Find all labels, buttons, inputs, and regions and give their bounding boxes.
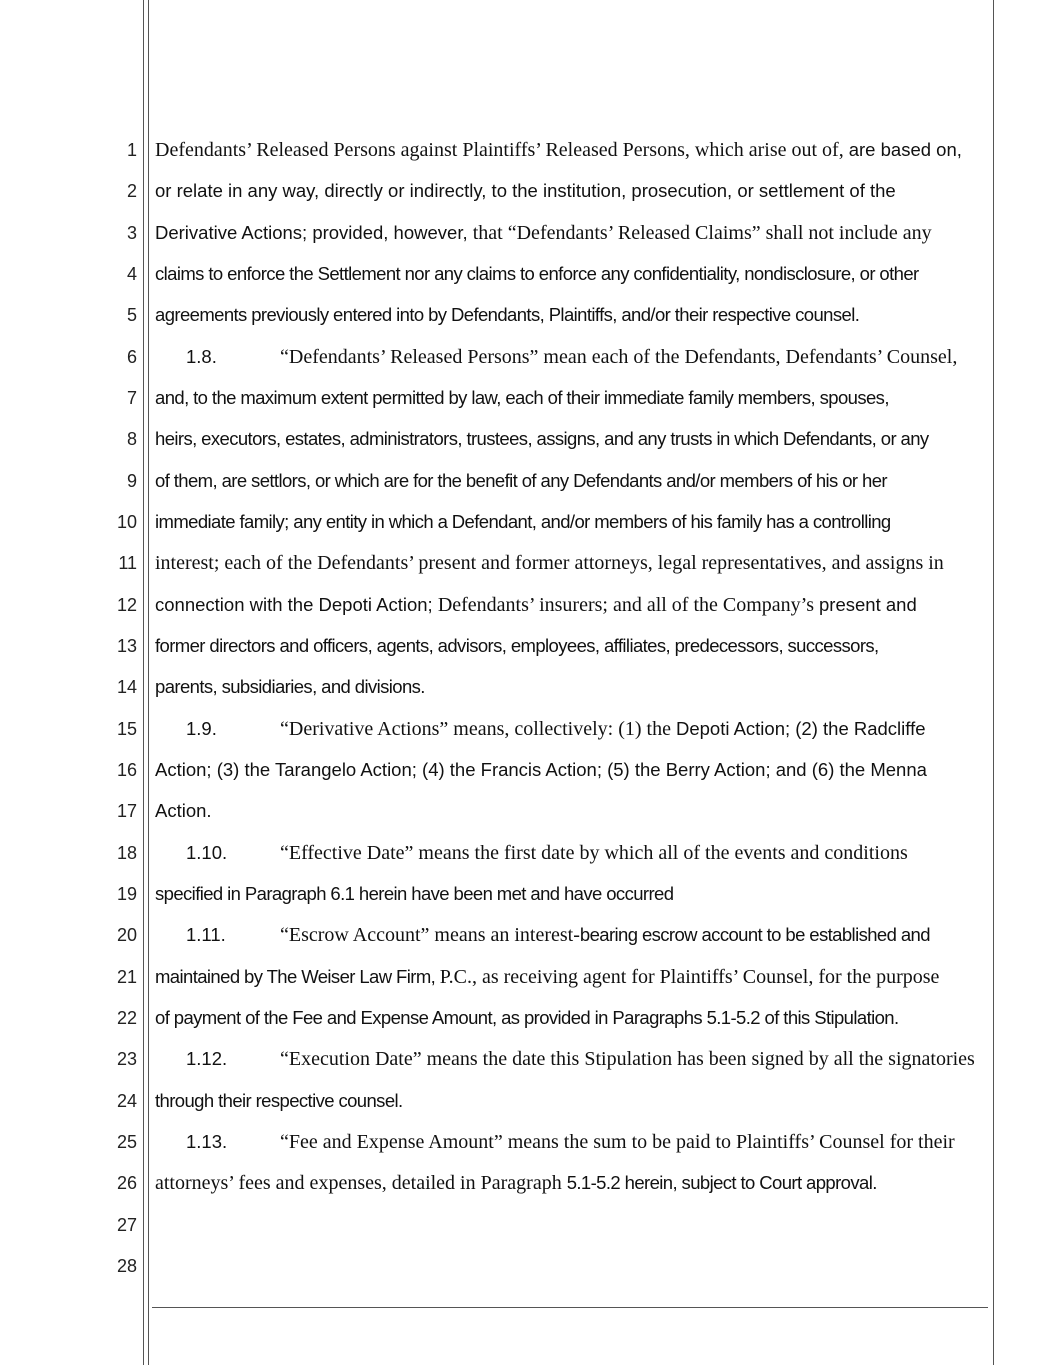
right-margin-rule [993,0,994,1365]
text-run: present and [819,593,917,615]
line-number: 16 [116,759,137,780]
text-run: agreements previously entered into by Defendants, Plaintiffs, and/or their respective counsel. [155,304,860,326]
line-number: 23 [116,1049,137,1070]
line-number: 22 [116,1007,137,1028]
line-number: 3 [126,222,137,243]
text-run: connection with the Depoti Action; [155,593,438,615]
text-line [155,1048,987,1071]
text-line [155,883,987,906]
line-number: 14 [116,677,137,698]
text-run: “Effective Date” means the first date by which all of the events and conditions [280,841,908,864]
text-run: that “Defendants’ Released Claims” shall not include any [472,221,932,244]
text-run: are based on, [848,139,962,160]
text-run: of payment of the Fee and Expense Amount, as provided in Paragraphs 5.1-5.2 of this Stipulation. [155,1006,899,1028]
text-line [155,842,987,865]
text-run: Defendants’ insurers; and all of the Company’s [437,593,820,616]
text-run: and, to the maximum extent permitted by law, each of their immediate family members, spouses, [155,386,889,408]
line-number: 18 [116,842,137,863]
text-run: interest; each of the Defendants’ present and former attorneys, legal representatives, and assigns in [155,552,944,575]
text-run: attorneys’ fees and expenses, detailed in Paragraph [155,1172,567,1195]
line-number: 6 [126,346,137,367]
text-line [155,635,987,658]
text-run: “Execution Date” means the date this Stipulation has been signed by all the signatories [280,1048,975,1071]
left-margin-rule-outer [143,0,144,1365]
section-number: 1.10. [186,841,228,863]
section-number: 1.8. [186,345,217,367]
text-run: “Escrow Account” means an interest- [280,924,580,947]
text-run: former directors and officers, agents, advisors, employees, affiliates, predecessors, successors, [155,634,879,656]
section-number: 1.11. [186,924,226,946]
text-line [155,180,987,203]
line-number: 17 [116,801,137,822]
text-run: through their respective counsel. [155,1089,403,1111]
text-run: “Fee and Expense Amount” means the sum to be paid to Plaintiffs’ Counsel for their [280,1130,955,1153]
text-run: heirs, executors, estates, administrators, trustees, assigns, and any trusts in which Defendants, or any [155,428,929,450]
line-number: 10 [116,511,137,532]
text-run: Defendants’ Released Persons against Plaintiffs’ Released Persons, which arise out of, [155,139,849,161]
text-line [155,387,987,410]
footer-rule [152,1307,988,1308]
text-run: of them, are settlors, or which are for the benefit of any Defendants and/or members of his or her [155,469,887,491]
text-line [155,304,987,327]
line-number: 20 [116,925,137,946]
line-number: 15 [116,718,137,739]
text-run: bearing escrow account to be established and [579,924,930,946]
text-line [155,800,987,823]
text-line [155,511,987,534]
text-line [155,1172,987,1195]
section-number: 1.12. [186,1048,228,1070]
text-run: 5.1-5.2 herein, subject to Court approval. [566,1172,877,1194]
line-number: 12 [116,594,137,615]
line-number: 27 [116,1214,137,1235]
line-number: 9 [126,470,137,491]
text-run: “Derivative Actions” means, collectively: (1) the [280,717,676,740]
text-run: immediate family; any entity in which a Defendant, and/or members of his family has a controlling [155,510,891,532]
text-line [155,594,987,617]
line-number: 1 [126,140,137,160]
line-number: 2 [126,181,137,202]
line-number: 25 [116,1131,137,1152]
text-run: “Defendants’ Released Persons” mean each of the Defendants, Defendants’ Counsel, [280,345,958,368]
text-run: Derivative Actions; provided, however, [155,221,473,243]
text-line [155,718,987,741]
text-line [155,139,987,162]
line-number: 5 [126,305,137,326]
text-line [155,676,987,699]
text-run: P.C., as receiving agent for Plaintiffs’ Counsel, for the purpose [439,965,940,988]
text-run: Depoti Action; (2) the Radcliffe [675,717,926,739]
line-number: 11 [118,553,137,574]
text-run: specified in Paragraph 6.1 herein have been met and have occurred [155,882,674,904]
text-line [155,552,987,575]
line-number: 21 [116,966,137,987]
line-number: 8 [126,429,137,450]
text-line [155,1090,987,1113]
line-number: 19 [116,883,137,904]
text-run: parents, subsidiaries, and divisions. [155,676,425,698]
line-number: 4 [126,263,137,284]
line-number: 26 [116,1173,137,1194]
line-number: 28 [116,1255,137,1276]
text-run: Action. [155,800,212,822]
text-line [155,1007,987,1030]
text-line [155,222,987,245]
text-line [155,759,987,782]
section-number: 1.13. [186,1130,228,1152]
line-number: 13 [116,635,137,656]
text-line [155,1131,987,1154]
text-run: or relate in any way, directly or indirectly, to the institution, prosecution, or settlement of the [155,180,896,202]
text-line [155,263,987,286]
section-number: 1.9. [186,717,217,739]
text-line [155,924,987,947]
text-line [155,346,987,369]
text-run: maintained by The Weiser Law Firm, [155,965,440,987]
line-number: 7 [126,387,137,408]
text-run: Action; (3) the Tarangelo Action; (4) the Francis Action; (5) the Berry Action; and (6) the Menna [155,758,927,780]
text-line [155,428,987,451]
line-number: 24 [116,1090,137,1111]
text-line [155,470,987,493]
text-run: claims to enforce the Settlement nor any claims to enforce any confidentiality, nondisclosure, or other [155,262,919,284]
text-line [155,966,987,989]
left-margin-rule-inner [148,0,149,1365]
